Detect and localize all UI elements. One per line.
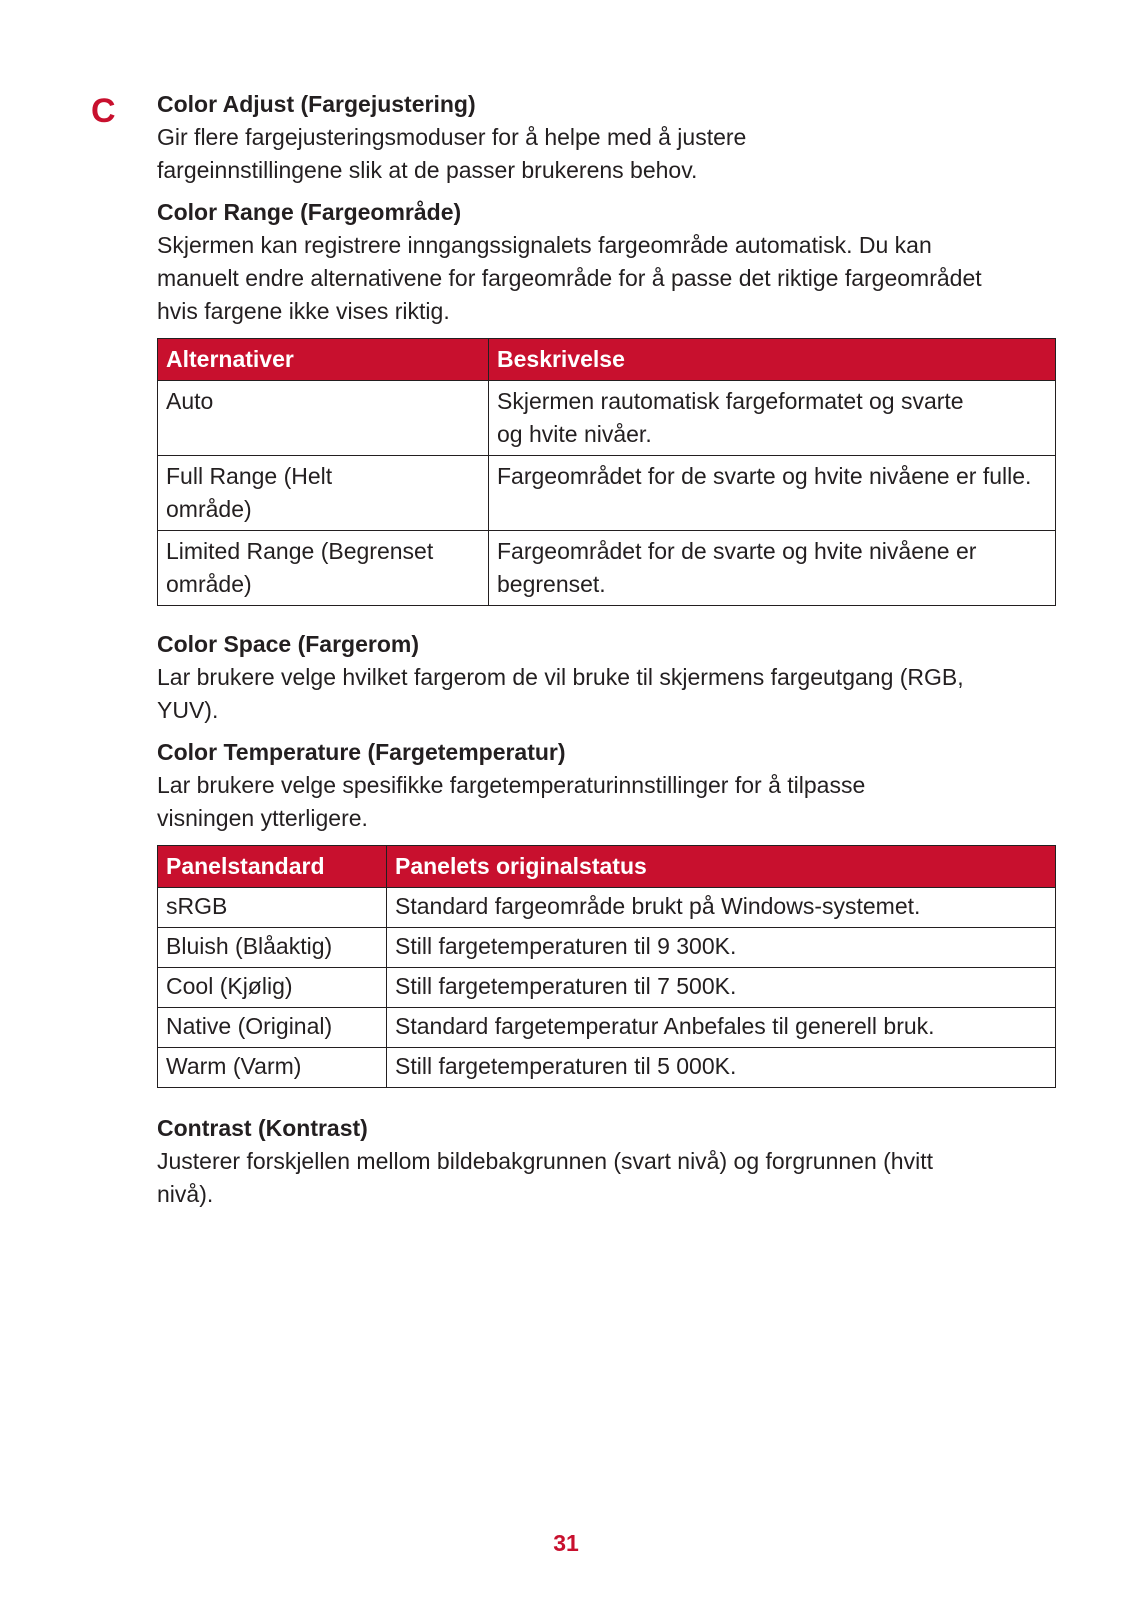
- section-letter: C: [91, 92, 116, 130]
- table-cell: Still fargetemperaturen til 9 300K.: [387, 928, 1056, 968]
- color-temperature-heading: Color Temperature (Fargetemperatur): [157, 739, 566, 765]
- table-row: [158, 888, 1056, 928]
- table-header-row: [158, 339, 1056, 381]
- color-range-body: Skjermen kan registrere inngangssignalets fargeområde automatisk. Du kan manuelt endre alternativene for fargeområde for å passe det riktige fargeområdet hvis fargene ikke vises riktig.: [157, 232, 982, 324]
- table-row: [158, 1048, 1056, 1088]
- table-row: [158, 456, 1056, 531]
- table-row: [158, 1008, 1056, 1048]
- table-cell: Skjermen rautomatisk fargeformatet og svarte og hvite nivåer.: [489, 381, 1056, 456]
- table-cell: Still fargetemperaturen til 7 500K.: [387, 968, 1056, 1008]
- color-space-body: Lar brukere velge hvilket fargerom de vil bruke til skjermens fargeutgang (RGB, YUV).: [157, 664, 964, 723]
- table-row: [158, 968, 1056, 1008]
- table-cell: Auto: [158, 381, 489, 456]
- color-adjust-heading: Color Adjust (Fargejustering): [157, 91, 476, 117]
- color-space-heading: Color Space (Fargerom): [157, 631, 419, 657]
- column-header: Panelstandard: [158, 846, 387, 888]
- color-range-table: [157, 338, 1056, 606]
- contrast-body: Justerer forskjellen mellom bildebakgrunnen (svart nivå) og forgrunnen (hvitt nivå).: [157, 1148, 933, 1207]
- table-cell: Full Range (Helt område): [158, 456, 489, 531]
- table-header-row: [158, 846, 1056, 888]
- table-cell: Native (Original): [158, 1008, 387, 1048]
- table-row: [158, 928, 1056, 968]
- page-number: 31: [553, 1530, 579, 1556]
- table-cell: Standard fargeområde brukt på Windows-systemet.: [387, 888, 1056, 928]
- main-content: [157, 88, 1057, 1211]
- table-cell: sRGB: [158, 888, 387, 928]
- table-row: [158, 381, 1056, 456]
- column-header: Alternativer: [158, 339, 489, 381]
- color-temperature-table: [157, 845, 1056, 1088]
- table-cell: Warm (Varm): [158, 1048, 387, 1088]
- table-cell: Fargeområdet for de svarte og hvite nivåene er begrenset.: [489, 531, 1056, 606]
- column-header: Panelets originalstatus: [387, 846, 1056, 888]
- table-cell: Limited Range (Begrenset område): [158, 531, 489, 606]
- table-cell: Fargeområdet for de svarte og hvite nivåene er fulle.: [489, 456, 1056, 531]
- color-temperature-body: Lar brukere velge spesifikke fargetemperaturinnstillinger for å tilpasse visningen ytterligere.: [157, 772, 866, 831]
- color-range-heading: Color Range (Fargeområde): [157, 199, 462, 225]
- contrast-heading: Contrast (Kontrast): [157, 1115, 368, 1141]
- table-cell: Bluish (Blåaktig): [158, 928, 387, 968]
- table-cell: Cool (Kjølig): [158, 968, 387, 1008]
- table-cell: Still fargetemperaturen til 5 000K.: [387, 1048, 1056, 1088]
- column-header: Beskrivelse: [489, 339, 1056, 381]
- table-row: [158, 531, 1056, 606]
- color-adjust-body: Gir flere fargejusteringsmoduser for å helpe med å justere fargeinnstillingene slik at de passer brukerens behov.: [157, 124, 747, 183]
- table-cell: Standard fargetemperatur Anbefales til generell bruk.: [387, 1008, 1056, 1048]
